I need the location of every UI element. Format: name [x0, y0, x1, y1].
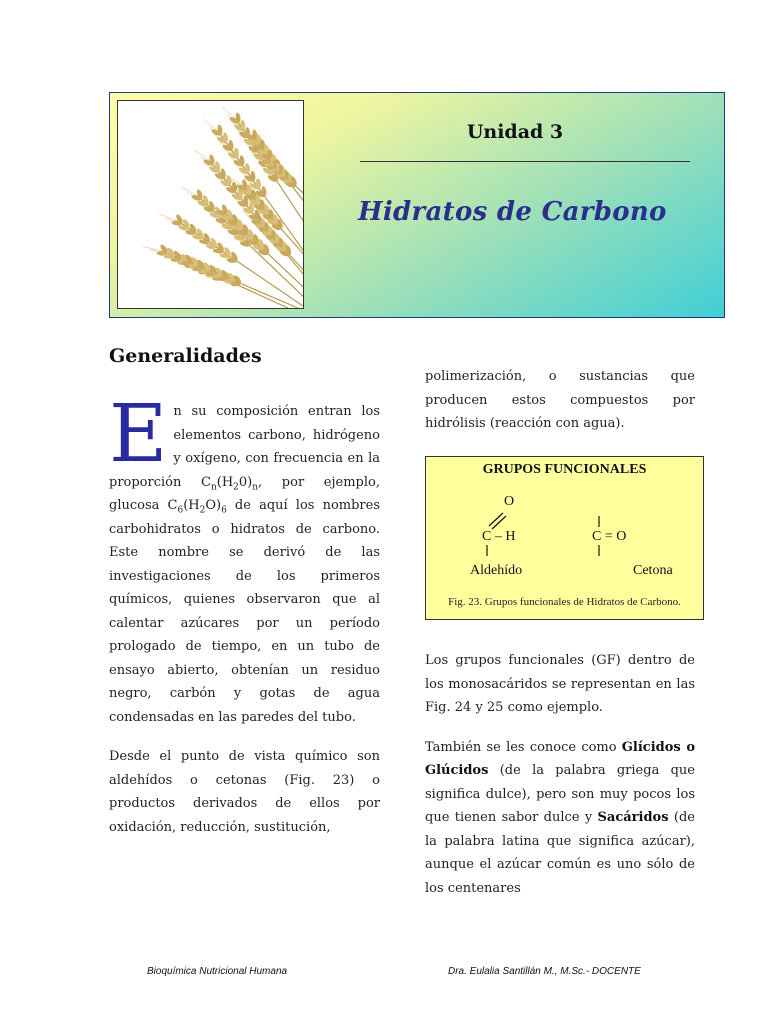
figure-caption: Fig. 23. Grupos funcionales de Hidratos de Carbono. [448, 596, 681, 608]
chapter-title: Hidratos de Carbono [358, 197, 667, 227]
intro-paragraph: En su composición entran los elementos carbono, hidrógeno y oxígeno, con frecuencia en la proporción $C_n(H_20)_n$, por ejemplo, glucosa $C_6(H_2O)_6$ de aquí los nombres carbohidratos o hidratos de carbono. Este nombre se derivó de las investigaciones de los primeros químicos, quienes observaron que al calentar azúcares por un período prologado de tiempo, en un tubo de ensayo abierto, obtenían un residuo negro, carbón y gotas de agua condensadas en las paredes del tubo. [109, 387, 380, 725]
right-column-bottom [425, 649, 695, 900]
continuation-paragraph: polimerización, o sustancias que producen estos compuestos por hidrólisis (reacción con agua). [425, 369, 695, 431]
names-paragraph: También se les conoce como Glícidos o Glúcidos (de la palabra griega que significa dulce), pero son muy pocos los que tienen sabor dulce y Sacáridos (de la palabra latina que significa azúcar), aunque el azúcar común es uno sólo de los centenares [425, 739, 695, 896]
ketone-label: Cetona [633, 563, 673, 578]
drop-cap: E [109, 387, 168, 480]
aldehyde-label: Aldehído [470, 563, 523, 578]
left-column [109, 387, 380, 839]
unit-banner [109, 92, 725, 318]
unit-label: Unidad 3 [466, 121, 564, 143]
footer-course: Bioquímica Nutricional Humana [147, 966, 288, 977]
bond-lines [426, 457, 703, 619]
chemistry-paragraph: Desde el punto de vista químico son aldehídos o cetonas (Fig. 23) o productos derivados de ellos por oxidación, reducción, sustitución, [109, 749, 380, 835]
section-heading: Generalidades [109, 345, 262, 367]
wheat-image [117, 100, 304, 309]
title-divider [360, 161, 690, 162]
ketone-formula: C = O [592, 529, 627, 544]
footer-author: Dra. Eulalia Santillán M., M.Sc.- DOCENTE [448, 966, 641, 977]
aldehyde-oxygen: O [504, 494, 515, 509]
figure-title: GRUPOS FUNCIONALES [482, 462, 647, 477]
aldehyde-formula: C – H [482, 529, 516, 544]
functional-groups-paragraph: Los grupos funcionales (GF) dentro de los monosacáridos se representan en las Fig. 24 y 25 como ejemplo. [425, 653, 695, 715]
right-column-top [425, 365, 695, 436]
functional-groups-figure [425, 456, 704, 620]
